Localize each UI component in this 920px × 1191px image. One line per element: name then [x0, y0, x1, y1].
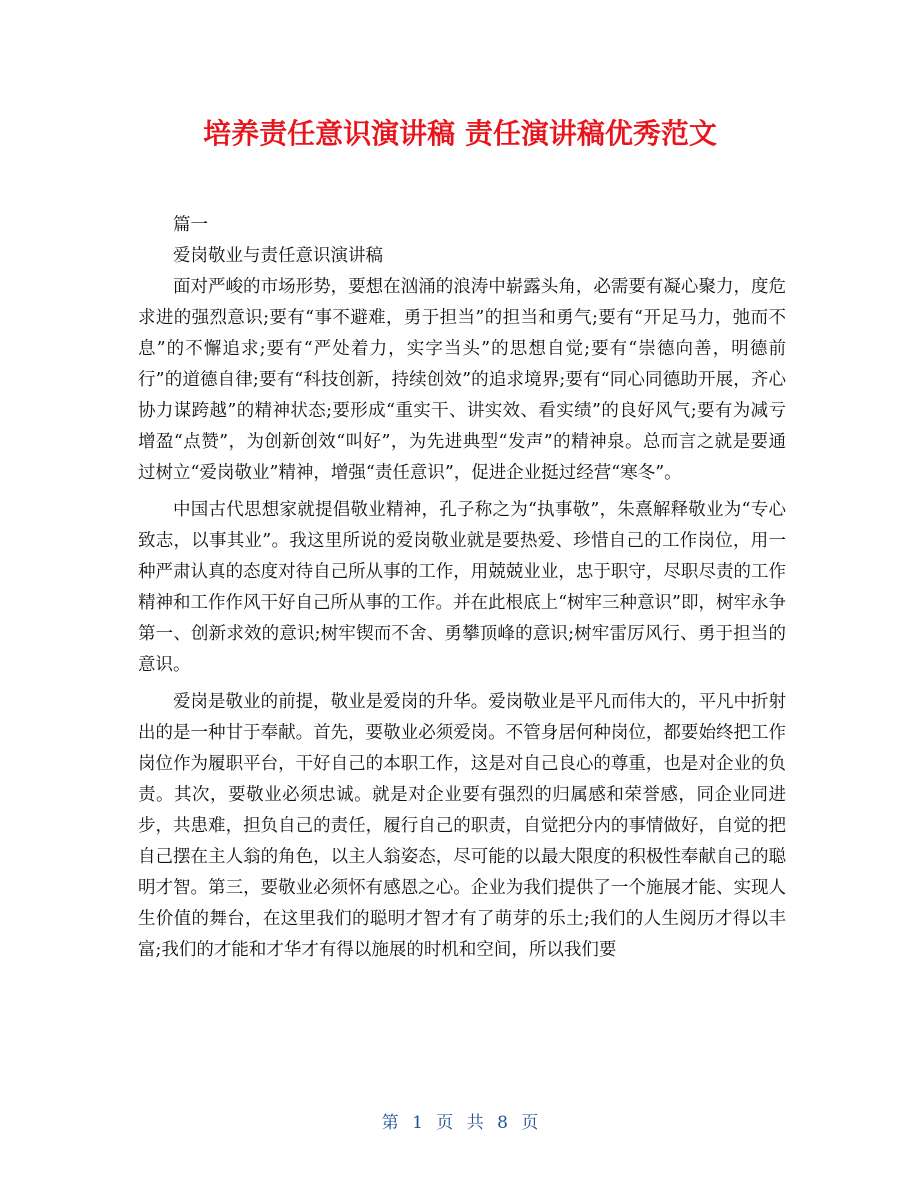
footer-di: 第 — [381, 1113, 399, 1133]
footer-ye: 页 — [436, 1113, 454, 1133]
speech-title: 爱岗敬业与责任意识演讲稿 — [173, 246, 383, 266]
footer-gong: 共 — [466, 1113, 484, 1133]
document-body — [138, 210, 786, 966]
footer-ye-2: 页 — [521, 1113, 539, 1133]
document-title: 培养责任意识演讲稿 责任演讲稿优秀范文 — [203, 117, 717, 150]
body-paragraph-2: 中国古代思想家就提倡敬业精神，孔子称之为“执事敬”，朱熹解释敬业为“专心致志，以事其业”。我这里所说的爱岗敬业就是要热爱、珍惜自己的工作岗位，用一种严肃认真的态度对待自己所从事的工作，用兢兢业业，忠于职守，尽职尽责的工作精神和工作作风干好自己所从事的工作。并在此根底上“树牢三种意识”即，树牢永争第一、创新求效的意识;树牢锲而不舍、勇攀顶峰的意识;树牢雷厉风行、勇于担当的意识。 — [138, 500, 786, 675]
body-paragraph-1: 面对严峻的市场形势，要想在汹涌的浪涛中崭露头角，必需要有凝心聚力，度危求进的强烈意识;要有“事不避难，勇于担当”的担当和勇气;要有“开足马力，弛而不息”的不懈追求;要有“严处着力，实字当头”的思想自觉;要有“崇德向善，明德前行”的道德自律;要有“科技创新，持续创效”的追求境界;要有“同心同德助开展，齐心协力谋跨越”的精神状态;要形成“重实干、讲实效、看实绩”的良好风气;要有为减亏增盈“点赞”，为创新创效“叫好”，为先进典型“发声”的精神泉。总而言之就是要通过树立“爱岗敬业”精神，增强“责任意识”，促进企业挺过经营“寒冬”。 — [138, 277, 786, 483]
footer-total-pages: 8 — [497, 1113, 508, 1133]
section-label: 篇一 — [173, 215, 208, 235]
footer-page-number: 1 — [412, 1113, 423, 1133]
body-paragraph-3: 爱岗是敬业的前提，敬业是爱岗的升华。爱岗敬业是平凡而伟大的，平凡中折射出的是一种甘于奉献。首先，要敬业必须爱岗。不管身居何种岗位，都要始终把工作岗位作为履职平台，干好自己的本职工作，这是对自己良心的尊重，也是对企业的负责。其次，要敬业必须忠诚。就是对企业要有强烈的归属感和荣誉感，同企业同进步，共患难，担负自己的责任，履行自己的职责，自觉把分内的事情做好，自觉的把自己摆在主人翁的角色，以主人翁姿态，尽可能的以最大限度的积极性奉献自己的聪明才智。第三，要敬业必须怀有感恩之心。企业为我们提供了一个施展才能、实现人生价值的舞台，在这里我们的聪明才智才有了萌芽的乐土;我们的人生阅历才得以丰富;我们的才能和才华才有得以施展的时机和空间，所以我们要 — [138, 692, 786, 960]
page-footer — [0, 1111, 920, 1135]
